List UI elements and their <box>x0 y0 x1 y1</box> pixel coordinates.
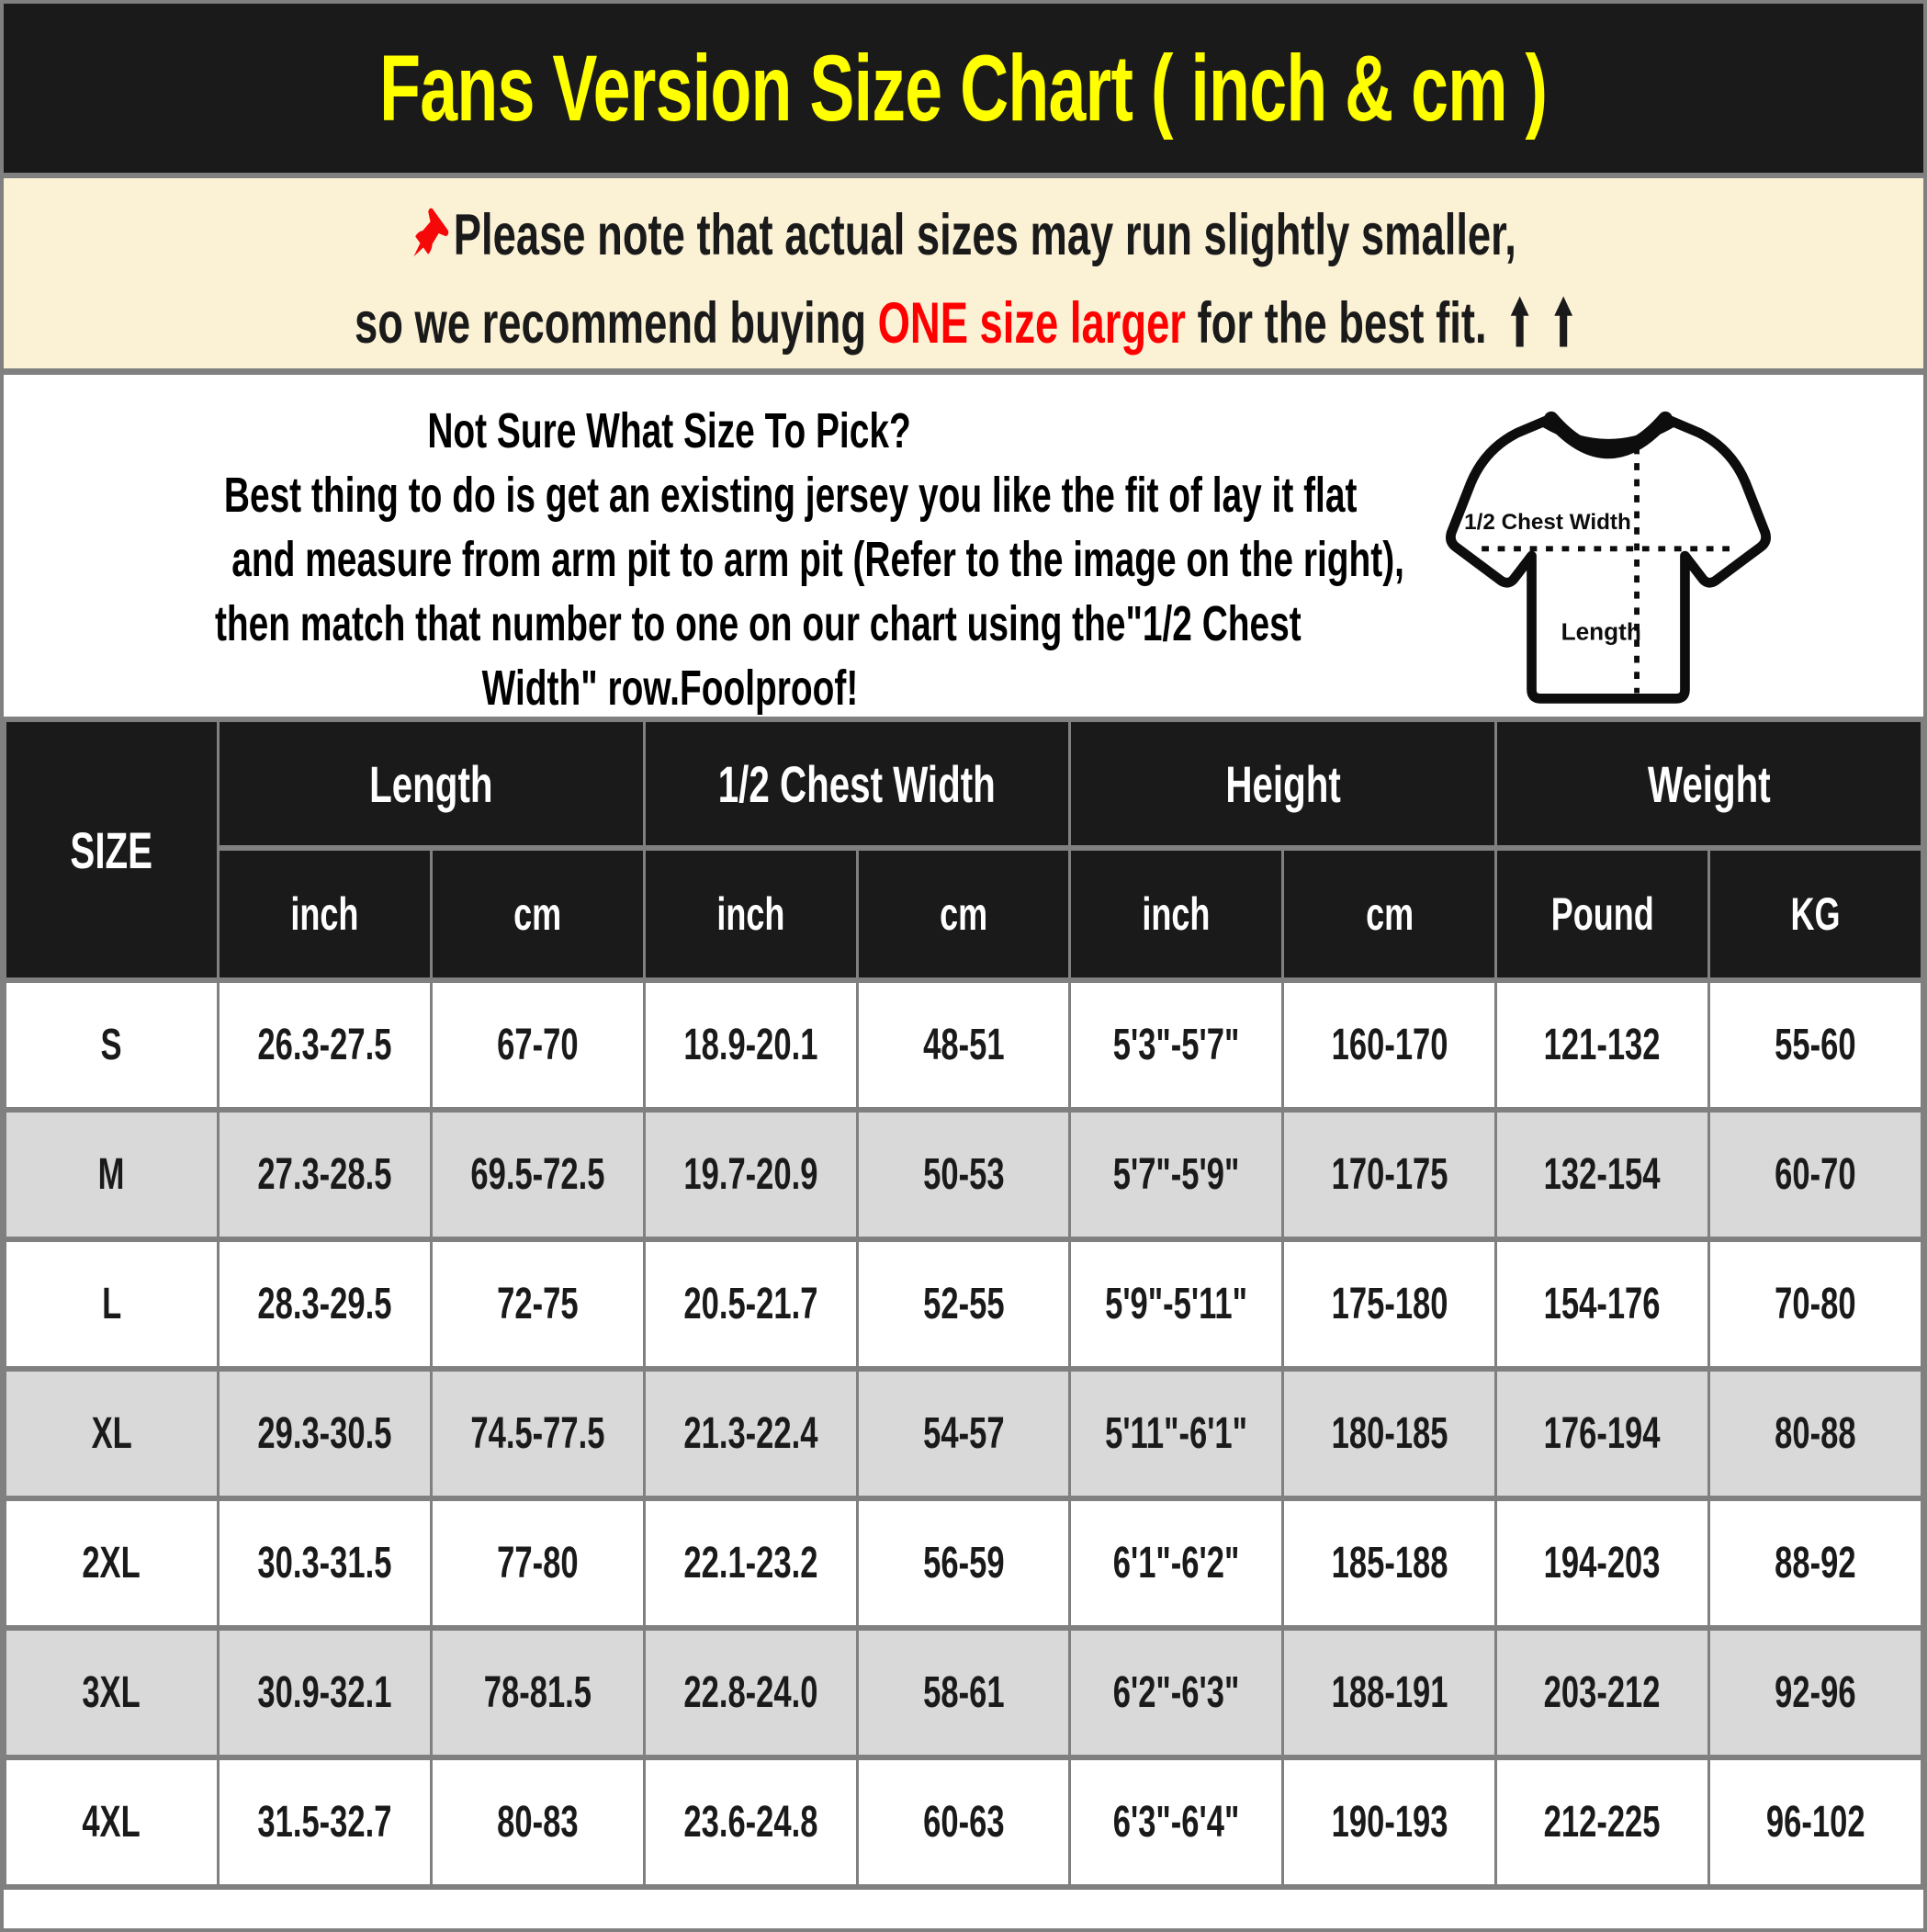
cell-value: 56-59 <box>922 1539 1005 1587</box>
cell-value: 92-96 <box>1775 1668 1856 1717</box>
cell-value: 5'7"-5'9" <box>1113 1150 1240 1199</box>
header-length-inch <box>218 848 431 980</box>
table-cell <box>431 1110 644 1239</box>
size-table-header <box>6 719 1922 980</box>
header-chest-width <box>644 719 1070 848</box>
cell-value: 54-57 <box>922 1409 1005 1458</box>
table-cell <box>218 1369 431 1498</box>
size-cell <box>6 1239 219 1369</box>
tshirt-measure-diagram <box>1429 406 1787 709</box>
table-cell <box>1496 1369 1709 1498</box>
table-cell <box>1070 980 1283 1110</box>
header-weight <box>1496 719 1922 848</box>
table-cell <box>1496 1628 1709 1757</box>
cell-value: 188-191 <box>1331 1668 1448 1717</box>
size-cell <box>6 1498 219 1628</box>
guide-heading-text: Not Sure What Size To Pick? <box>427 403 912 458</box>
cell-value: 20.5-21.7 <box>683 1280 818 1328</box>
table-cell <box>1709 980 1922 1110</box>
header-unit-text: inch <box>1142 888 1211 940</box>
size-value: L <box>101 1280 121 1328</box>
table-cell <box>644 1757 857 1887</box>
cell-value: 6'1"-6'2" <box>1113 1539 1240 1587</box>
header-unit-text: cm <box>513 888 562 940</box>
cell-value: 18.9-20.1 <box>683 1021 818 1069</box>
table-cell <box>1070 1369 1283 1498</box>
guide-heading <box>4 399 1335 463</box>
cell-value: 80-88 <box>1775 1409 1856 1458</box>
cell-value: 27.3-28.5 <box>257 1150 392 1199</box>
table-cell <box>1070 1239 1283 1369</box>
table-cell <box>644 1239 857 1369</box>
table-cell <box>431 1369 644 1498</box>
header-chest-cm <box>857 848 1070 980</box>
table-cell <box>1283 980 1496 1110</box>
guide-line-text: then match that number to one on our chart using the"1/2 Chest <box>214 596 1302 651</box>
table-cell <box>218 1239 431 1369</box>
table-row-3xl <box>6 1628 1922 1757</box>
table-cell <box>644 1498 857 1628</box>
cell-value: 55-60 <box>1775 1021 1856 1069</box>
table-cell <box>857 1369 1070 1498</box>
cell-value: 180-185 <box>1331 1409 1448 1458</box>
table-cell <box>857 1628 1070 1757</box>
table-cell <box>1496 1498 1709 1628</box>
table-cell <box>1283 1239 1496 1369</box>
size-cell <box>6 1369 219 1498</box>
guide-line-text: and measure from arm pit to arm pit (Refer to the image on the right), <box>231 532 1404 587</box>
red-pushpin-icon <box>411 205 452 262</box>
header-weight-pound <box>1496 848 1709 980</box>
cell-value: 5'11"-6'1" <box>1105 1409 1248 1458</box>
chest-width-label: 1/2 Chest Width <box>1464 509 1631 535</box>
size-value: 4XL <box>82 1798 141 1847</box>
cell-value: 30.3-31.5 <box>257 1539 392 1587</box>
table-cell <box>1709 1757 1922 1887</box>
table-row-2xl <box>6 1498 1922 1628</box>
table-row-s <box>6 980 1922 1110</box>
header-unit-text: Pound <box>1550 888 1654 940</box>
table-cell <box>431 980 644 1110</box>
table-cell <box>1709 1110 1922 1239</box>
cell-value: 30.9-32.1 <box>257 1668 392 1717</box>
table-cell <box>1283 1110 1496 1239</box>
header-size-text: SIZE <box>70 820 153 879</box>
cell-value: 74.5-77.5 <box>470 1409 605 1458</box>
header-height-text: Height <box>1225 754 1341 813</box>
table-cell <box>857 980 1070 1110</box>
table-row-xl <box>6 1369 1922 1498</box>
cell-value: 203-212 <box>1544 1668 1661 1717</box>
cell-value: 31.5-32.7 <box>257 1798 392 1847</box>
header-sub-row <box>6 848 1922 980</box>
table-cell <box>1496 1239 1709 1369</box>
cell-value: 60-63 <box>922 1798 1005 1847</box>
size-cell <box>6 1757 219 1887</box>
size-value: 3XL <box>82 1668 141 1717</box>
table-cell <box>1070 1110 1283 1239</box>
note-line-2-suffix: for the best fit. <box>1185 291 1487 356</box>
page-title <box>152 35 1774 142</box>
table-cell <box>1283 1498 1496 1628</box>
note-line-1-content <box>411 191 1517 279</box>
header-length <box>218 719 644 848</box>
table-cell <box>1283 1757 1496 1887</box>
guide-text <box>4 399 1404 720</box>
table-cell <box>1496 980 1709 1110</box>
guide-line <box>4 592 1335 656</box>
cell-value: 69.5-72.5 <box>470 1150 605 1199</box>
cell-value: 67-70 <box>496 1021 579 1069</box>
header-chest-inch <box>644 848 857 980</box>
size-cell <box>6 980 219 1110</box>
cell-value: 154-176 <box>1544 1280 1661 1328</box>
cell-value: 6'3"-6'4" <box>1113 1798 1240 1847</box>
cell-value: 28.3-29.5 <box>257 1280 392 1328</box>
cell-value: 70-80 <box>1775 1280 1856 1328</box>
table-cell <box>431 1757 644 1887</box>
up-arrow-icon <box>1510 295 1530 348</box>
note-banner <box>4 173 1923 375</box>
header-size <box>6 719 219 980</box>
table-cell <box>644 1369 857 1498</box>
cell-value: 132-154 <box>1544 1150 1661 1199</box>
note-line-2-content <box>355 279 1573 367</box>
guide-section <box>4 375 1923 717</box>
guide-line <box>4 463 1358 527</box>
tshirt-icon <box>1429 406 1787 709</box>
header-unit-text: cm <box>1365 888 1414 940</box>
cell-value: 22.1-23.2 <box>683 1539 818 1587</box>
table-cell <box>431 1239 644 1369</box>
cell-value: 80-83 <box>496 1798 579 1847</box>
cell-value: 60-70 <box>1775 1150 1856 1199</box>
table-cell <box>644 1628 857 1757</box>
table-row-4xl <box>6 1757 1922 1887</box>
guide-line-text: Best thing to do is get an existing jersey you like the fit of lay it flat <box>223 468 1358 523</box>
size-value: S <box>100 1021 122 1069</box>
guide-line <box>4 656 1335 720</box>
table-cell <box>218 1757 431 1887</box>
length-label: Length <box>1561 617 1641 646</box>
table-cell <box>1496 1757 1709 1887</box>
header-unit-text: inch <box>290 888 359 940</box>
table-cell <box>857 1110 1070 1239</box>
title-bar <box>4 4 1923 173</box>
cell-value: 175-180 <box>1331 1280 1448 1328</box>
table-cell <box>431 1498 644 1628</box>
cell-value: 96-102 <box>1765 1798 1865 1847</box>
table-cell <box>1070 1498 1283 1628</box>
header-length-cm <box>431 848 644 980</box>
header-height <box>1070 719 1496 848</box>
table-cell <box>218 1498 431 1628</box>
page-title-text: Fans Version Size Chart ( inch & cm ) <box>379 35 1548 141</box>
table-cell <box>1709 1498 1922 1628</box>
cell-value: 29.3-30.5 <box>257 1409 392 1458</box>
cell-value: 48-51 <box>922 1021 1005 1069</box>
cell-value: 190-193 <box>1331 1798 1448 1847</box>
table-cell <box>1709 1239 1922 1369</box>
table-cell <box>1070 1628 1283 1757</box>
header-weight-kg <box>1709 848 1922 980</box>
table-cell <box>1283 1628 1496 1757</box>
header-length-text: Length <box>369 754 493 813</box>
header-height-cm <box>1283 848 1496 980</box>
cell-value: 58-61 <box>922 1668 1005 1717</box>
guide-line-text: Width" row.Foolproof! <box>481 661 858 716</box>
cell-value: 23.6-24.8 <box>683 1798 818 1847</box>
table-cell <box>857 1757 1070 1887</box>
cell-value: 121-132 <box>1544 1021 1661 1069</box>
size-cell <box>6 1628 219 1757</box>
table-cell <box>218 1110 431 1239</box>
note-line-2-prefix: so we recommend buying <box>354 291 878 356</box>
table-cell <box>1496 1110 1709 1239</box>
table-cell <box>218 980 431 1110</box>
cell-value: 6'2"-6'3" <box>1113 1668 1240 1717</box>
cell-value: 160-170 <box>1331 1021 1448 1069</box>
cell-value: 176-194 <box>1544 1409 1661 1458</box>
cell-value: 5'9"-5'11" <box>1105 1280 1248 1328</box>
cell-value: 72-75 <box>496 1280 579 1328</box>
header-group-row <box>6 719 1922 848</box>
cell-value: 50-53 <box>922 1150 1005 1199</box>
guide-line <box>4 527 1404 592</box>
cell-value: 88-92 <box>1775 1539 1856 1587</box>
header-height-inch <box>1070 848 1283 980</box>
header-weight-text: Weight <box>1647 754 1771 813</box>
cell-value: 22.8-24.0 <box>683 1668 818 1717</box>
cell-value: 78-81.5 <box>483 1668 592 1717</box>
up-arrow-icon <box>1553 295 1573 348</box>
table-cell <box>431 1628 644 1757</box>
cell-value: 77-80 <box>496 1539 579 1587</box>
size-value: M <box>98 1150 125 1199</box>
table-cell <box>857 1498 1070 1628</box>
table-cell <box>1283 1369 1496 1498</box>
cell-value: 21.3-22.4 <box>683 1409 818 1458</box>
size-value: 2XL <box>82 1539 141 1587</box>
cell-value: 170-175 <box>1331 1150 1448 1199</box>
cell-value: 212-225 <box>1544 1798 1661 1847</box>
cell-value: 5'3"-5'7" <box>1113 1021 1240 1069</box>
size-table <box>4 717 1923 1890</box>
cell-value: 52-55 <box>922 1280 1005 1328</box>
table-cell <box>1709 1628 1922 1757</box>
header-chest-width-text: 1/2 Chest Width <box>717 754 997 813</box>
note-line-1 <box>4 191 1923 279</box>
note-line-1-text: Please note that actual sizes may run slightly smaller, <box>454 203 1517 267</box>
cell-value: 185-188 <box>1331 1539 1448 1587</box>
cell-value: 194-203 <box>1544 1539 1661 1587</box>
size-value: XL <box>91 1409 132 1458</box>
table-cell <box>644 980 857 1110</box>
table-cell <box>1070 1757 1283 1887</box>
table-cell <box>1709 1369 1922 1498</box>
table-cell <box>857 1239 1070 1369</box>
one-size-larger-highlight: ONE size larger <box>877 291 1186 356</box>
header-unit-text: KG <box>1790 888 1841 940</box>
cell-value: 19.7-20.9 <box>683 1150 818 1199</box>
note-line-2 <box>4 279 1923 367</box>
cell-value: 26.3-27.5 <box>257 1021 392 1069</box>
size-cell <box>6 1110 219 1239</box>
table-row-m <box>6 1110 1922 1239</box>
header-unit-text: cm <box>939 888 987 940</box>
table-row-l <box>6 1239 1922 1369</box>
table-cell <box>644 1110 857 1239</box>
table-cell <box>218 1628 431 1757</box>
header-unit-text: inch <box>716 888 785 940</box>
